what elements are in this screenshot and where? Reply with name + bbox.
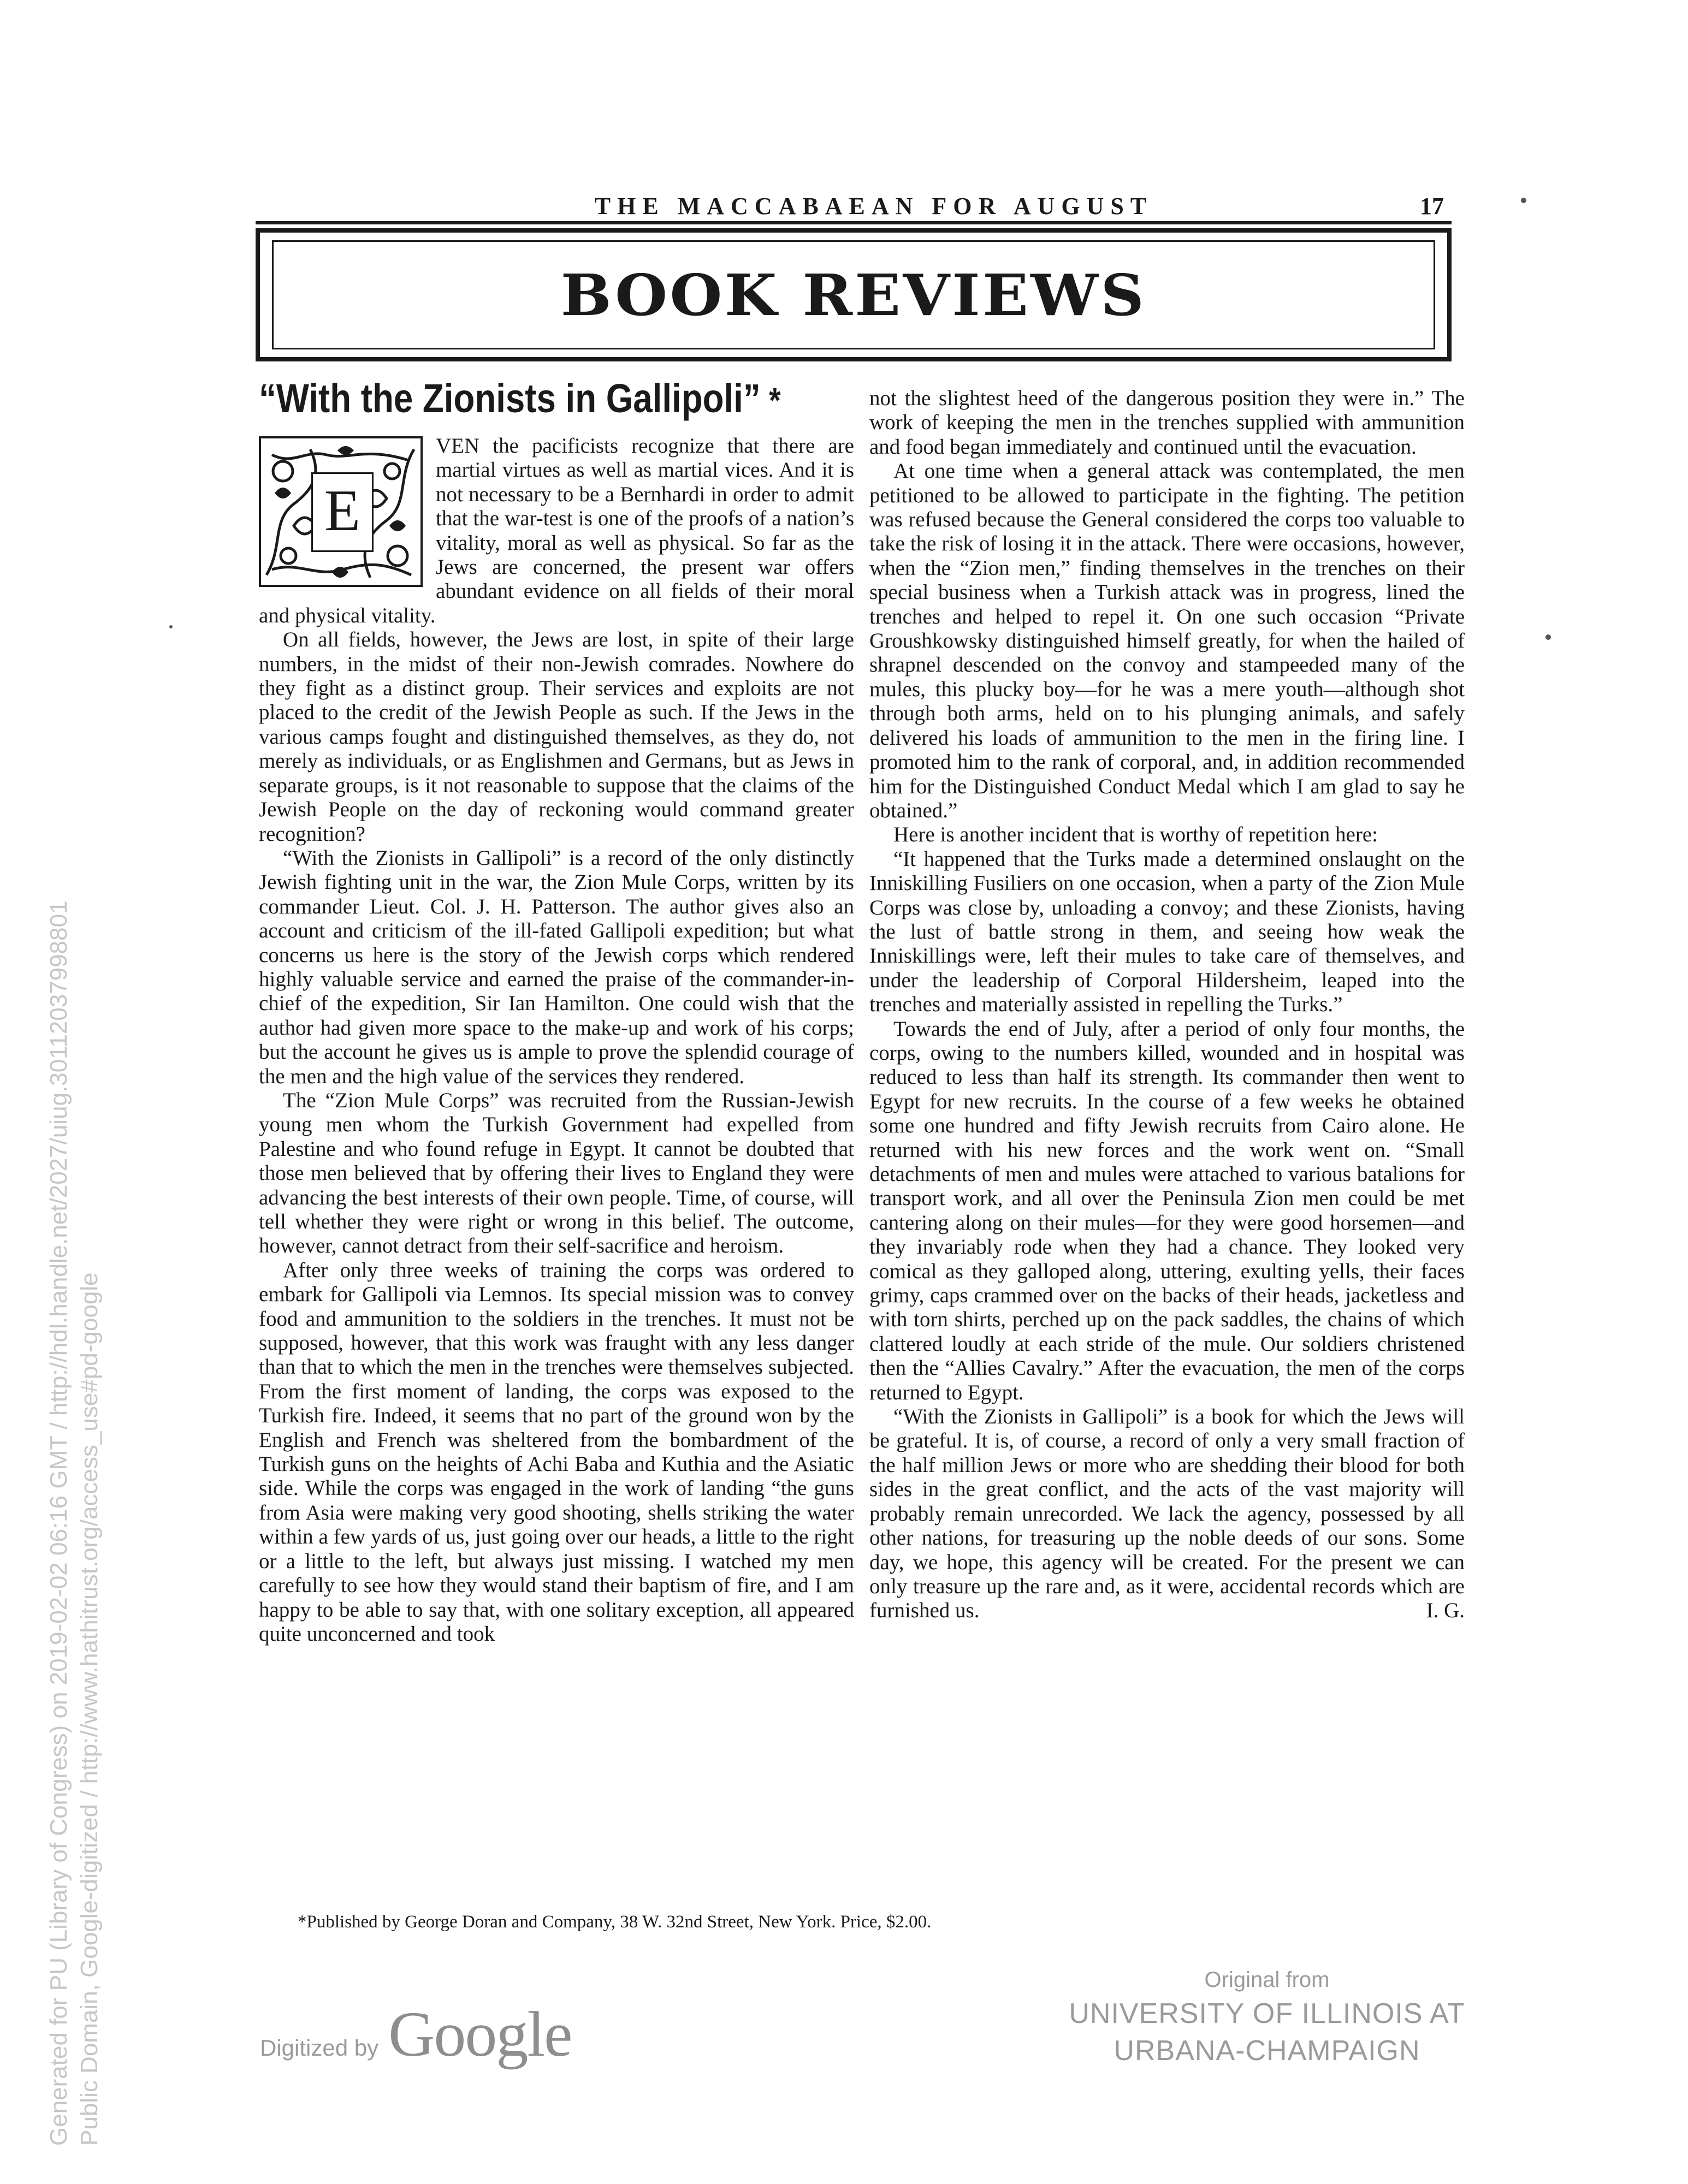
- paragraph: On all fields, however, the Jews are lost, in spite of their large numbers, in the midst of their non-Jewish comrades. Nowhere do they fight as a distinct group. Their services and exploits are not placed to the credit of the Jewish People as such. If the Jews in the various camps fought and distinguished themselves, as they do, not merely as individuals, or as Englishmen and Germans, but as Jews in separate groups, is it not reasonable to suppose that the claims of the Jewish People on the day of reckoning would command greater recognition?: [259, 628, 854, 846]
- paragraph: The “Zion Mule Corps” was recruited from the Russian-Jewish young men whom the Turkish Government had expelled from Palestine and who found refuge in Egypt. It cannot be doubted that those men believed that by offering their lives to England they were advancing the best interests of their own people. Time, of course, will tell whether they were right or wrong in this belief. The outcome, however, cannot detract from their self-sacrifice and heroism.: [259, 1088, 854, 1258]
- footnote-marker: *: [769, 381, 781, 420]
- paragraph: [259, 434, 854, 628]
- paragraph-text: VEN the pacificists recognize that there are martial virtues as well as martial vices. And it is not necessary to be a Bernhardi in order to admit that the war-test is one of the proofs of a nation’s vitality, moral as well as physical. So far as the Jews are concerned, the present war offers abundant evidence on all fields of their moral and physical vitality.: [259, 434, 854, 627]
- side-access-notice: [44, 289, 105, 2146]
- paragraph: At one time when a general attack was contemplated, the men petitioned to be allowed to participate in the fighting. The petition was refused because the General considered the corps too valuable to take the risk of losing it in the attack. There were occasions, however, when the “Zion men,” finding themselves in the trenches on their special business when a Turkish attack was in progress, lined the trenches and helped to repel it. On one such occasion “Private Groushkowsky distinguished himself greatly, for when the hailed of shrapnel descended on the convoy and stampeeded many of the mules, this plucky boy—for he was a mere youth—although shot through both arms, held on to his plunging animals, and safely delivered his loads of ammunition to the men in the firing line. I promoted him to the rank of corporal, and, in addition recommended him for the Distinguished Conduct Medal which I am glad to say he obtained.”: [869, 459, 1465, 822]
- paragraph: Towards the end of July, after a period of only four months, the corps, owing to the numbers killed, wounded and in hospital was reduced to less than half its strength. Its commander then went to Egypt for new recruits. In the course of a few weeks he obtained some one hundred and fifty Jewish recruits from Cairo alone. He returned with his new forces and the work went on. “Small detachments of men and mules were attached to various batalions for transport work, and all over the Peninsula Zion men could be met cantering along on their mules—for they were good horsemen—and they invariably rode when they had a chance. They looked very comical as they galloped along, uttering, exulting yells, their faces grimy, caps crammed over on the backs of their heads, jacketless and with torn shirts, perched up on the pack saddles, the chains of which clattered loudly at each stride of the mule. Our soldiers christened then the “Allies Cavalry.” After the evacuation, the men of the corps returned to Egypt.: [869, 1017, 1465, 1404]
- google-logo: Google: [388, 1998, 572, 2070]
- right-column: [869, 387, 1465, 1623]
- page-number: 17: [1420, 193, 1444, 219]
- scan-speck: [1521, 198, 1526, 203]
- review-title-text: “With the Zionists in Gallipoli”: [259, 376, 761, 421]
- scan-speck: [1545, 634, 1551, 640]
- paragraph: not the slightest heed of the dangerous position they were in.” The work of keeping the men in the trenches supplied with ammunition and food began immediately and continued until the evacuation.: [869, 387, 1465, 459]
- header-rule: [256, 221, 1452, 224]
- digitized-label: Digitized by: [260, 2035, 379, 2061]
- paragraph: “With the Zionists in Gallipoli” is a record of the only distinctly Jewish fighting unit in the war, the Zion Mule Corps, written by its commander Lieut. Col. J. H. Patterson. The author gives also an account and criticism of the ill-fated Gallipoli expedition; but what concerns us here is the story of the Jewish corps which rendered highly valuable service and earned the praise of the commander-in-chief of the expedition, Sir Ian Hamilton. One could wish that the author had given more space to the make-up and work of his corps; but the account he gives us is ample to prove the splendid courage of the men and the high value of the services they rendered.: [259, 846, 854, 1088]
- side-notice-line2: Public Domain, Google-digitized / http://www.hathitrust.org/access_use#pd-google: [76, 1272, 103, 2146]
- origin-institution-line1: UNIVERSITY OF ILLINOIS AT: [1069, 1998, 1465, 2029]
- scan-speck: [169, 625, 173, 628]
- digitized-by-mark: [260, 1997, 571, 2072]
- left-column: [259, 377, 854, 1646]
- section-banner: [256, 228, 1452, 361]
- paragraph: [869, 1405, 1465, 1623]
- paragraph: After only three weeks of training the corps was ordered to embark for Gallipoli via Lemnos. Its special mission was to convey food and ammunition to the soldiers in the trenches. It must not be supposed, however, that this work was fraught with any less danger than that to which the men in the trenches were themselves subjected. From the first moment of landing, the corps was exposed to the Turkish fire. Indeed, it seems that no part of the ground won by the English and French was sheltered from the bombardment of the Turkish guns on the heights of Achi Baba and Kuthia and the Asiatic side. While the corps was engaged in the work of landing “the guns from Asia were making very good shooting, shells striking the water within a few yards of us, just going over our heads, a little to the right or a little to the left, but always just missing. I watched my men carefully to see how they would stand their baptism of fire, and I am happy to be able to say that, with one solitary exception, all appeared quite unconcerned and took: [259, 1258, 854, 1646]
- ornamental-dropcap: [259, 436, 423, 587]
- running-header: THE MACCABAEAN FOR AUGUST: [594, 193, 1153, 219]
- origin-institution-line2: URBANA-CHAMPAIGN: [1114, 2035, 1420, 2067]
- review-title: [259, 376, 781, 422]
- reviewer-signature: I. G.: [1426, 1599, 1465, 1623]
- paragraph-text: “With the Zionists in Gallipoli” is a book for which the Jews will be grateful. It is, of course, a record of only a very small fraction of the half million Jews or more who are shedding their blood for both sides in the great conflict, and the acts of the vast majority will probably remain unrecorded. We lack the agency, possessed by all other nations, for treasuring up the noble deeds of our sons. Some day, we hope, this agency will be created. For the present we can only treasure up the rare and, as it were, accidental records which are furnished us.: [869, 1405, 1465, 1623]
- publication-footnote: *Published by George Doran and Company, 38 W. 32nd Street, New York. Price, $2.00.: [298, 1912, 932, 1932]
- section-banner-inner-frame: [272, 240, 1435, 349]
- origin-notice: [1059, 1965, 1474, 2069]
- paragraph: “It happened that the Turks made a determined onslaught on the Inniskilling Fusiliers on one occasion, when a party of the Zion Mule Corps was close by, unloading a convoy; and these Zionists, having the lust of battle strong in them, and seeing how weak the Inniskillings were, left their mules to take care of themselves, and under the leadership of Corporal Hildersheim, leaped into the trenches and materially assisted in repelling the Turks.”: [869, 847, 1465, 1017]
- side-notice-line1: Generated for PU (Library of Congress) on 2019-02-02 06:16 GMT / http://hdl.handle.net/2027/uiug.30112037998801: [45, 900, 72, 2146]
- section-title: BOOK REVIEWS: [560, 261, 1147, 329]
- dropcap-letter: E: [311, 472, 374, 552]
- paragraph: Here is another incident that is worthy of repetition here:: [893, 823, 1378, 847]
- origin-label: Original from: [1204, 1968, 1330, 1992]
